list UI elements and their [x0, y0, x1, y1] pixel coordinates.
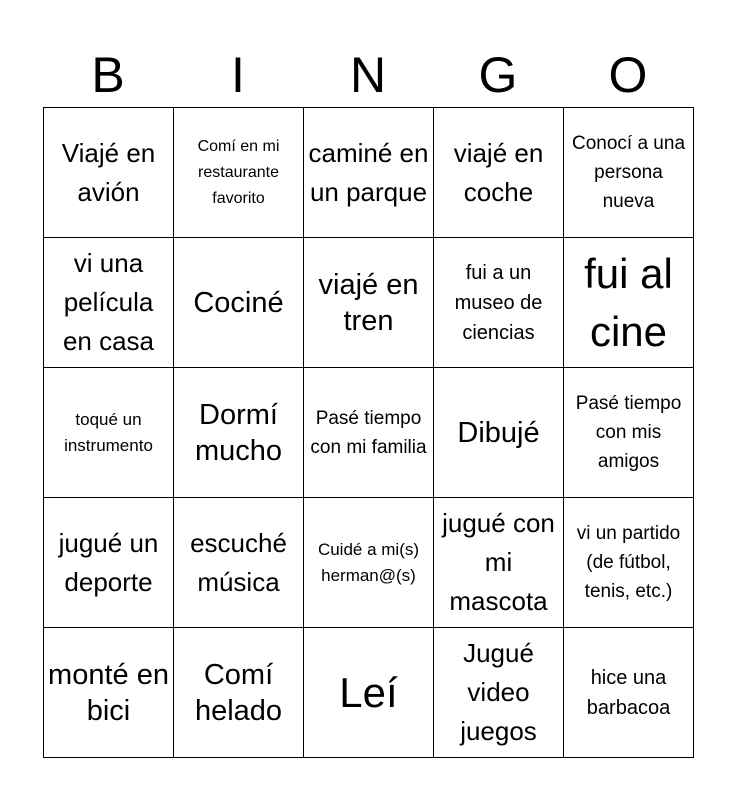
bingo-grid [43, 107, 694, 758]
bingo-cell[interactable] [174, 238, 304, 368]
cell-text: caminé en un parque [308, 137, 429, 207]
bingo-cell[interactable] [174, 498, 304, 628]
bingo-cell[interactable] [564, 368, 694, 498]
bingo-cell[interactable] [174, 368, 304, 498]
bingo-cell[interactable] [434, 628, 564, 758]
cell-text: toqué un instrumento [64, 409, 153, 455]
cell-text: viajé en tren [318, 268, 419, 337]
bingo-cell[interactable] [44, 108, 174, 238]
bingo-cell[interactable] [304, 498, 434, 628]
bingo-cell[interactable] [434, 498, 564, 628]
cell-text: escuché música [190, 527, 287, 597]
bingo-cell[interactable] [564, 498, 694, 628]
cell-text: Dormí mucho [194, 398, 283, 467]
cell-text: Viajé en avión [61, 137, 156, 207]
bingo-cell[interactable] [304, 108, 434, 238]
cell-text: fui a un museo de ciencias [454, 261, 543, 344]
bingo-cell[interactable] [44, 498, 174, 628]
cell-text: jugué un deporte [58, 527, 159, 597]
cell-text: fui al cine [584, 249, 673, 355]
cell-text: Cuidé a mi(s) herman@(s) [317, 539, 420, 585]
header-letter-i: I [231, 47, 245, 103]
bingo-cell[interactable] [174, 108, 304, 238]
header-letter-b: B [91, 47, 125, 103]
cell-text: monté en bici [48, 658, 169, 727]
bingo-cell[interactable] [174, 628, 304, 758]
bingo-cell[interactable] [434, 368, 564, 498]
cell-text: hice una barbacoa [586, 666, 671, 719]
cell-text: Comí en mi restaurante favorito [197, 137, 280, 207]
cell-text: Conocí a una persona nueva [571, 133, 686, 212]
bingo-cell[interactable] [44, 238, 174, 368]
bingo-cell[interactable] [434, 108, 564, 238]
bingo-header [43, 44, 693, 106]
cell-text: Pasé tiempo con mi familia [310, 407, 427, 458]
cell-text: viajé en coche [453, 137, 544, 207]
header-letter-n: N [349, 47, 387, 103]
cell-text: Cociné [193, 286, 284, 319]
cell-text: Comí helado [194, 658, 283, 727]
cell-text: Leí [339, 668, 398, 716]
bingo-cell[interactable] [44, 628, 174, 758]
cell-text: Jugué video juegos [460, 638, 537, 746]
cell-text: Pasé tiempo con mis amigos [575, 393, 682, 472]
header-letter-g: G [478, 47, 518, 103]
bingo-cell[interactable] [564, 108, 694, 238]
bingo-cell[interactable] [44, 368, 174, 498]
cell-text: jugué con mi mascota [442, 508, 555, 616]
bingo-cell[interactable] [304, 628, 434, 758]
cell-text: Dibujé [457, 416, 540, 449]
cell-text: vi un partido (de fútbol, tenis, etc.) [576, 523, 681, 602]
bingo-cell[interactable] [434, 238, 564, 368]
bingo-cell[interactable] [304, 238, 434, 368]
bingo-cell[interactable] [564, 238, 694, 368]
bingo-cell[interactable] [304, 368, 434, 498]
cell-text: vi una película en casa [62, 248, 155, 356]
bingo-cell[interactable] [564, 628, 694, 758]
header-letter-o: O [608, 47, 648, 103]
